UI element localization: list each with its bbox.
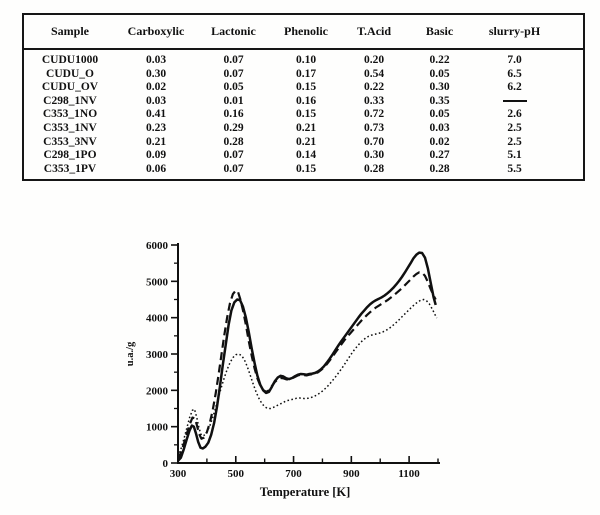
table-row (24, 149, 583, 163)
table-row (24, 54, 583, 68)
table-row (24, 81, 583, 95)
table-cell: 2.6 (507, 108, 522, 121)
table-cell: 0.05 (429, 67, 450, 80)
table-cell: 0.10 (295, 54, 317, 66)
table-cell: 0.28 (363, 162, 385, 175)
table-cell: 0.15 (295, 162, 317, 175)
table-cell: 5.5 (507, 162, 522, 175)
table-header-cell: T.Acid (356, 25, 392, 39)
table-cell: 0.07 (223, 54, 244, 66)
table-cell: 0.05 (429, 108, 450, 121)
table-cell: 0.17 (295, 67, 317, 80)
table-row (24, 108, 583, 122)
series-dotted-curve (178, 300, 437, 457)
y-tick-label: 1000 (146, 421, 168, 434)
x-tick-label: 700 (285, 468, 302, 480)
table-cell: 0.70 (363, 135, 385, 148)
table-cell: 0.35 (429, 94, 450, 107)
series-solid-curve (178, 253, 436, 461)
table-cell: C298_1PO (43, 149, 97, 162)
table-header-cell: Sample (50, 25, 89, 39)
table-cell: 0.16 (295, 94, 317, 107)
table-cell: C353_1NV (43, 121, 97, 134)
y-tick-label: 4000 (146, 312, 168, 325)
table-cell: 0.15 (295, 108, 317, 121)
table-header-cell: slurry-pH (488, 25, 541, 39)
table-cell: 0.21 (295, 121, 317, 134)
y-axis-label: u.a./g (125, 341, 136, 367)
tpd-chart-figure (100, 230, 460, 510)
table-cell: 0.21 (295, 135, 317, 148)
y-tick-label: 2000 (146, 385, 168, 398)
table-cell: 6.2 (507, 81, 522, 94)
table-header-cell: Lactonic (211, 25, 256, 39)
table-cell: 0.28 (429, 162, 450, 175)
table-header-cell: Basic (425, 25, 454, 39)
table-row (24, 95, 583, 109)
tpd-chart (100, 230, 460, 510)
table-cell: 0.27 (429, 149, 450, 162)
table-cell: 0.01 (223, 94, 244, 107)
table-cell: 0.07 (223, 149, 244, 162)
table-cell: 0.05 (223, 81, 244, 94)
table-cell: 0.22 (429, 54, 450, 66)
table-cell: C298_1NV (43, 94, 97, 107)
series-dashed-curve (178, 272, 436, 458)
table-cell: 0.30 (429, 81, 450, 94)
table-cell: 0.21 (145, 135, 167, 148)
table-cell: 6.5 (507, 67, 522, 80)
table-cell: 0.02 (429, 135, 450, 148)
table-row (24, 122, 583, 136)
table-cell: 0.03 (145, 94, 167, 107)
x-axis-label: Temperature [K] (259, 485, 351, 499)
table-cell: C353_3NV (43, 135, 97, 148)
table-header-row (24, 15, 583, 45)
table-cell: 7.0 (507, 54, 522, 66)
table-cell: 0.29 (223, 121, 244, 134)
table-header-divider (24, 48, 583, 50)
table-cell: 0.20 (363, 54, 385, 66)
table-body (24, 54, 583, 176)
table-cell: 0.30 (363, 149, 385, 162)
x-tick-label: 500 (227, 468, 245, 480)
table-cell: 0.07 (223, 162, 244, 175)
y-tick-label: 5000 (146, 276, 168, 289)
x-tick-label: 1100 (398, 468, 420, 480)
table-cell: 0.14 (295, 149, 317, 162)
table-cell: 0.54 (363, 67, 385, 80)
table-row (24, 163, 583, 177)
acidity-table (22, 13, 585, 181)
table-cell: C353_1NO (42, 108, 98, 121)
table-cell: 2.5 (507, 121, 522, 134)
table-header-cell: Phenolic (284, 25, 328, 39)
table-cell: 0.09 (145, 149, 167, 162)
table-cell: CUDU1000 (41, 54, 99, 66)
table-cell: 0.28 (223, 135, 244, 148)
table-cell: 0.03 (145, 54, 167, 66)
table-cell: 5.1 (507, 149, 522, 162)
y-tick-label: 0 (162, 458, 168, 470)
table-cell: 0.15 (295, 81, 317, 94)
table-cell: C353_1PV (43, 162, 97, 175)
table-row (24, 68, 583, 82)
y-tick-label: 3000 (146, 349, 168, 361)
missing-value-dash (503, 100, 527, 102)
table-header-cell: Carboxylic (127, 25, 185, 39)
table-cell (472, 95, 557, 109)
table-cell: 0.06 (145, 162, 167, 175)
table-cell: CUDU_OV (41, 81, 99, 94)
table-cell: 0.41 (145, 108, 167, 121)
table-cell: 0.23 (145, 121, 167, 134)
x-tick-label: 300 (169, 468, 187, 480)
table-cell: CUDU_O (46, 67, 94, 80)
table-cell: 0.30 (145, 67, 167, 80)
table-cell: 2.5 (507, 135, 522, 148)
y-tick-label: 6000 (146, 240, 168, 252)
table-row (24, 136, 583, 150)
table-cell: 0.16 (223, 108, 244, 121)
table-cell: 0.22 (363, 81, 385, 94)
table-cell: 0.73 (363, 121, 385, 134)
table-cell: 0.07 (223, 67, 244, 80)
table-cell: 0.33 (363, 94, 385, 107)
table-bottom-rule (24, 179, 583, 181)
table-cell: 0.02 (145, 81, 167, 94)
table-cell: 0.72 (363, 108, 385, 121)
x-tick-label: 900 (343, 468, 360, 480)
table-cell: 0.03 (429, 121, 450, 134)
